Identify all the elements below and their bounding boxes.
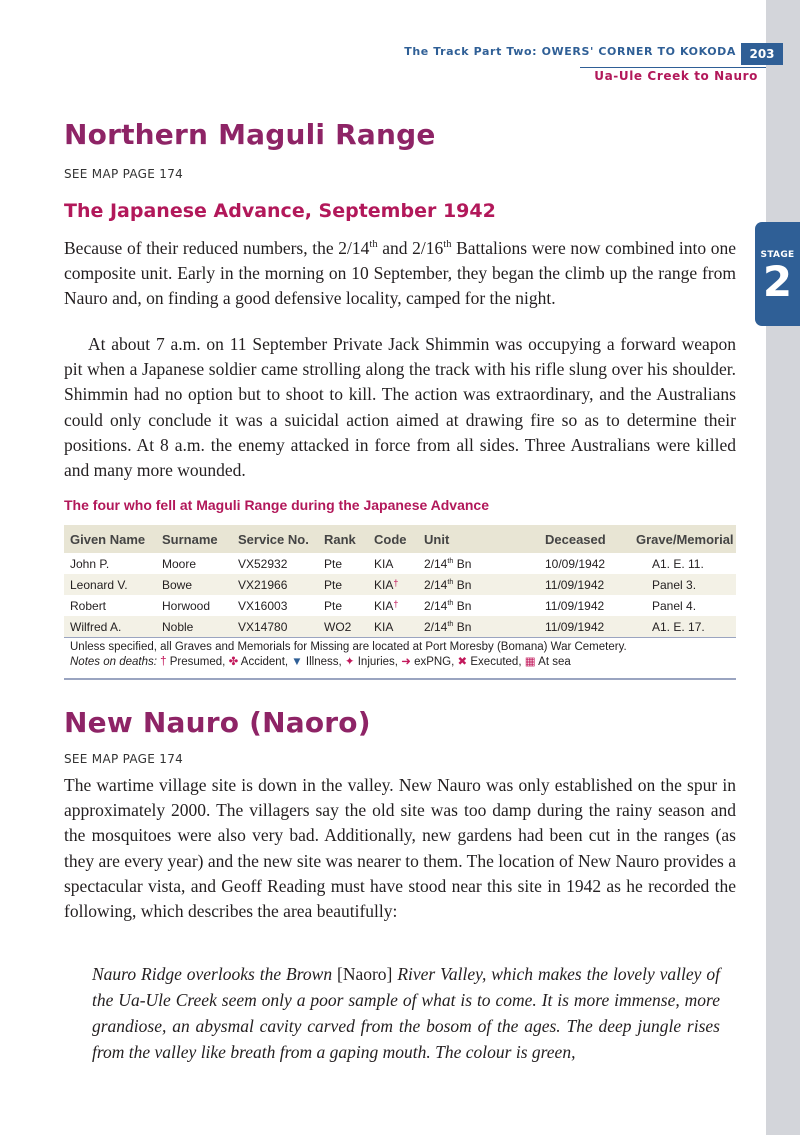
header-unit: Unit (418, 525, 539, 553)
cell-unit: 2/14th Bn (424, 556, 472, 571)
cell-deceased: 11/09/1942 (539, 616, 630, 638)
header-deceased: Deceased (539, 525, 630, 553)
paragraph-shimmin: At about 7 a.m. on 11 September Private Jack Shimmin was occupying a forward weapon pit when a Japanese soldier came strolling along the track with his rifle slung over his shoulder. Shimmin had no option but to shoot to kill. The action was extraordinary, and the Australians could only conclude it was a suicidal action aimed at drawing fire so as to determine their positions. At 8 a.m. the enemy attacked in force from all sides. Three Australians were killed and many more wounded. (64, 334, 736, 481)
header-code: Code (368, 525, 418, 553)
notes-label: Notes on deaths: (70, 656, 157, 668)
see-map-reference: SEE MAP PAGE 174 (64, 752, 184, 766)
cell-given: Wilfred A. (64, 616, 156, 638)
table-row (64, 553, 736, 574)
cell-unit: 2/14th Bn (418, 574, 539, 595)
presumed-dagger-icon: † (393, 577, 399, 588)
table-note-location: Unless specified, all Graves and Memorials for Missing are located at Port Moresby (Bomana) War Cemetery. (70, 641, 627, 653)
cell-grave: Panel 3. (630, 574, 736, 595)
header-surname: Surname (156, 525, 232, 553)
cell-service: VX16003 (238, 598, 288, 613)
legend-presumed: Presumed, (169, 656, 226, 668)
illness-icon: ▼ (291, 656, 303, 668)
page-number: 203 (741, 43, 783, 65)
legend-expng: exPNG, (414, 656, 455, 668)
cell-unit: 2/14th Bn (418, 616, 539, 638)
expng-arrow-icon: ➜ (401, 656, 411, 668)
executed-icon: ✖ (457, 656, 468, 668)
section-subhead: Ua-Ule Creek to Nauro (594, 69, 758, 83)
section-title-new-nauro: New Nauro (Naoro) (64, 706, 371, 739)
cell-deceased: 11/09/1942 (545, 598, 605, 613)
cell-grave: A1. E. 17. (630, 616, 736, 638)
cell-surname: Noble (156, 616, 232, 638)
cell-rank: Pte (324, 556, 343, 571)
cell-rank: Pte (324, 598, 343, 613)
header-service-no: Service No. (232, 525, 318, 553)
stage-number: 2 (762, 257, 793, 306)
legend-at-sea: At sea (538, 656, 571, 668)
cell-code: KIA (368, 616, 418, 638)
stage-label: STAGE (760, 250, 795, 260)
legend-illness: Illness, (305, 656, 342, 668)
at-sea-icon: ▦ (524, 656, 536, 668)
cell-service: VX21966 (232, 574, 318, 595)
cell-unit: 2/14th Bn (424, 598, 472, 613)
cell-surname: Bowe (156, 574, 232, 595)
cell-given: Robert (70, 598, 107, 613)
cell-surname: Horwood (162, 598, 211, 613)
header-grave-memorial: Grave/Memorial (630, 525, 736, 553)
legend-accident: Accident, (240, 656, 289, 668)
cell-grave: A1. E. 11. (652, 556, 704, 571)
table-notes (64, 640, 736, 670)
cell-code: KIA† (374, 598, 399, 613)
cell-service: VX14780 (232, 616, 318, 638)
paragraph-battalions: Because of their reduced numbers, the 2/14th and 2/16th Battalions were now combined into one composite unit. Early in the morning on 10 September, they began the climb up the range from Nauro and, on finding a good defensive locality, camped for the night. (64, 237, 736, 309)
section-title-northern-maguli: Northern Maguli Range (64, 118, 436, 151)
presumed-dagger-icon: † (393, 598, 399, 609)
table-notes-legend (70, 655, 736, 670)
cell-rank: Pte (318, 574, 368, 595)
table-title: The four who fell at Maguli Range during the Japanese Advance (64, 497, 489, 513)
presumed-dagger-icon: † (160, 656, 167, 668)
table-row (64, 595, 736, 616)
cell-given: John P. (70, 556, 110, 571)
paragraph-new-nauro: The wartime village site is down in the valley. New Nauro was only established on the spur in approximately 2000. The villagers say the old site was too damp during the rainy season and the mosquitoes were also very bad. Additionally, new gardens had been cut in the ranges (as they are every year) and the new site was nearer to them. The location of New Nauro provides a spectacular vista, and Geoff Reading must have stood near this site in 1942 as he recorded the following, which describes the area beautifully: (64, 775, 736, 922)
subsection-title-japanese-advance: The Japanese Advance, September 1942 (64, 200, 496, 222)
header-given-name: Given Name (64, 525, 156, 553)
see-map-reference: SEE MAP PAGE 174 (64, 167, 184, 181)
running-head: The Track Part Two: OWERS' CORNER TO KOKODA (404, 45, 736, 58)
legend-injuries: Injuries, (357, 656, 399, 668)
table-bottom-rule (64, 678, 736, 680)
legend-executed: Executed, (470, 656, 522, 668)
cell-given: Leonard V. (64, 574, 156, 595)
cell-deceased: 10/09/1942 (545, 556, 606, 571)
accident-icon: ✤ (228, 656, 239, 668)
cell-deceased: 11/09/1942 (539, 574, 630, 595)
cell-rank: WO2 (318, 616, 368, 638)
quote-geoff-reading: Nauro Ridge overlooks the Brown [Naoro] River Valley, which makes the lovely valley of the Ua-Ule Creek seem only a poor sample of what is to come. It is more immense, more grandiose, an abysmal cavity carved from the bosom of the ages. The deep jungle rises from the valley like breath from a gaping mouth. The colour is green, (92, 964, 720, 1062)
cell-surname: Moore (162, 556, 197, 571)
casualty-table (64, 525, 736, 638)
cell-code: KIA (374, 556, 394, 571)
header-rule (580, 67, 766, 68)
stage-tab (755, 222, 800, 326)
cell-code: KIA† (368, 574, 418, 595)
table-row (64, 574, 736, 595)
cell-grave: Panel 4. (652, 598, 697, 613)
header-rank: Rank (318, 525, 368, 553)
injuries-icon: ✦ (344, 656, 355, 668)
cell-service: VX52932 (238, 556, 288, 571)
side-margin-strip (766, 0, 800, 1135)
table-header-row (64, 525, 736, 553)
table-row (64, 616, 736, 638)
